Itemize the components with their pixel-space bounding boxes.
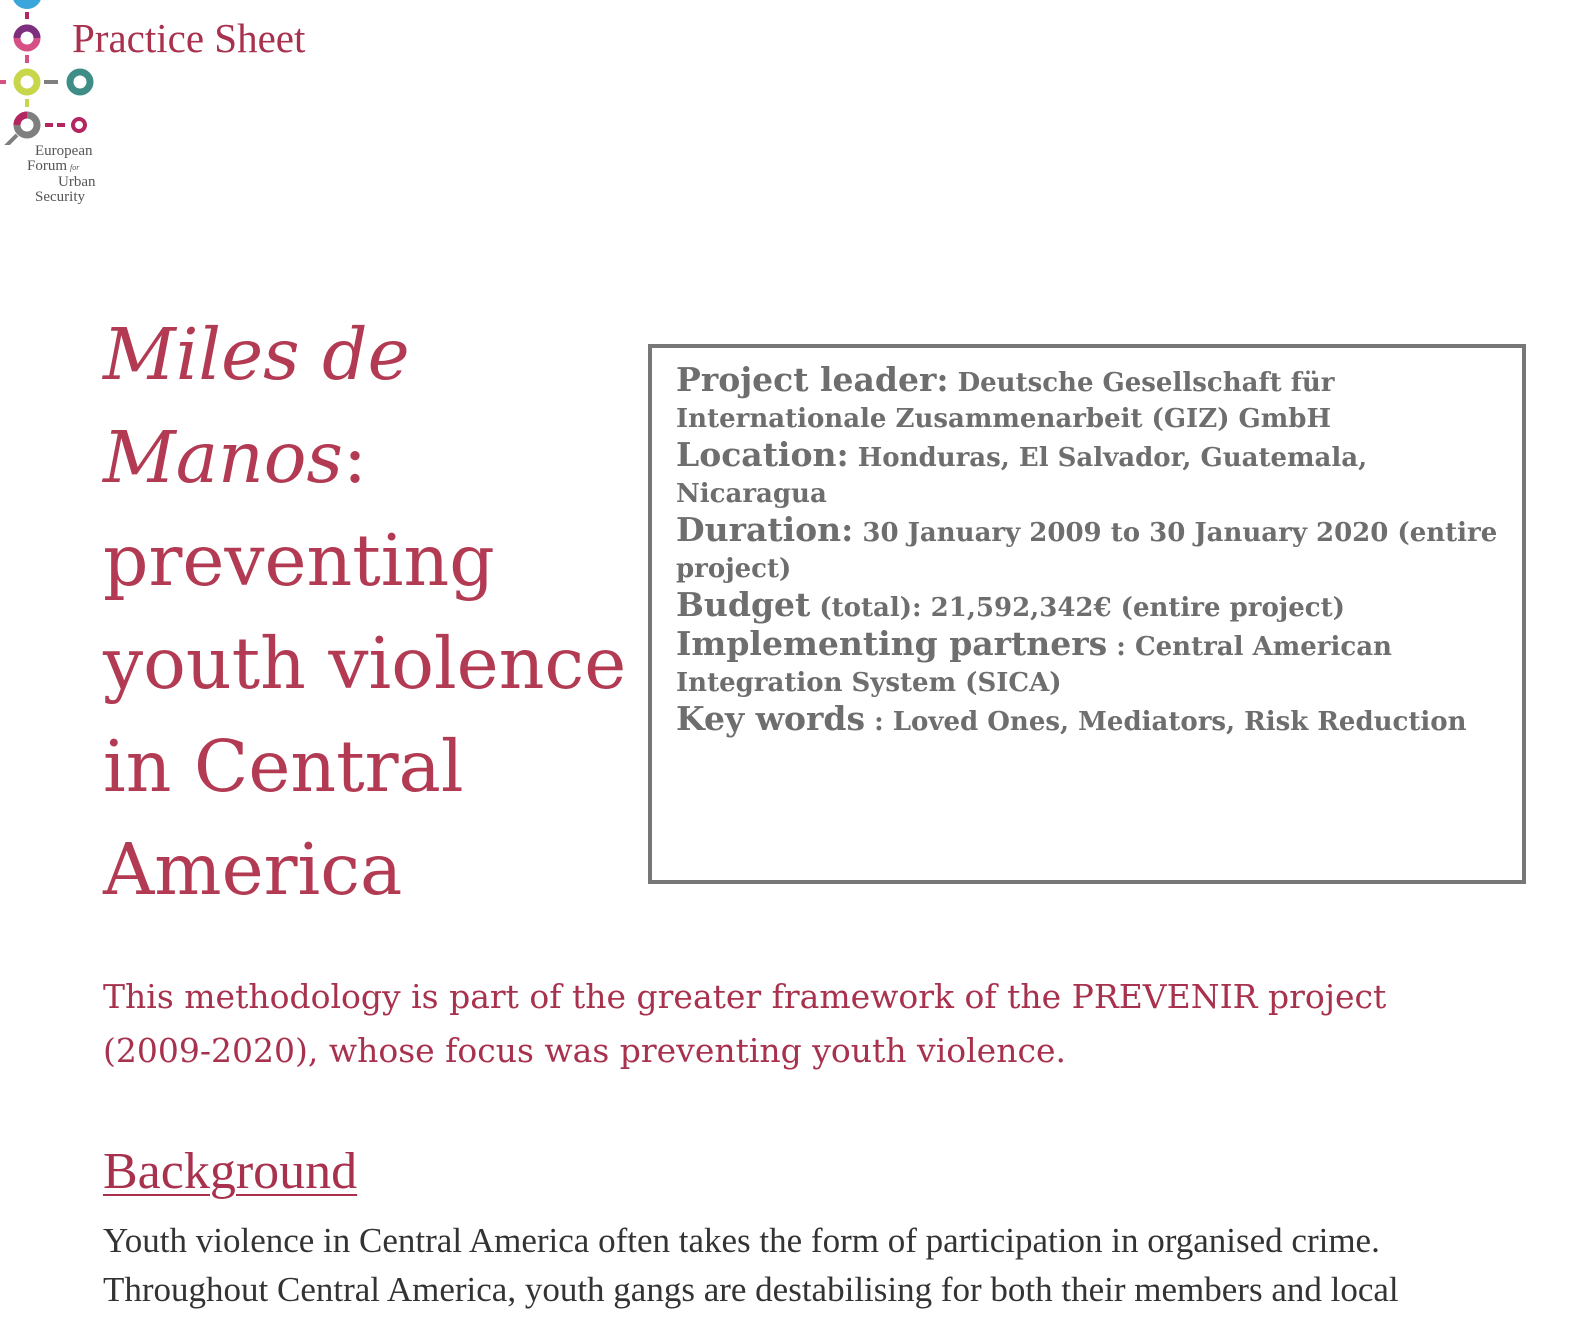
logo-connector — [25, 55, 29, 63]
info-label: Duration: — [676, 510, 854, 549]
logo-word: Forum — [27, 157, 68, 174]
title-colon: : — [342, 416, 367, 499]
info-label: Budget — [676, 585, 811, 624]
title-line: preventing — [103, 519, 495, 602]
logo-word: European — [35, 143, 93, 159]
logo-connector — [44, 80, 58, 84]
project-info-content — [676, 362, 1506, 740]
info-value: Honduras, El Salvador, Guatemala, Nicaragua — [676, 443, 1368, 509]
info-budget — [676, 587, 1506, 626]
info-label: Location: — [676, 435, 849, 474]
info-label: Implementing partners — [676, 624, 1108, 663]
title-line: Miles de — [103, 313, 410, 396]
sheet-label: Practice Sheet — [72, 15, 306, 61]
title-line: youth violence — [103, 622, 627, 705]
logo-word-for: for — [70, 162, 80, 172]
logo-connector — [57, 123, 65, 127]
info-project-leader — [676, 362, 1506, 437]
logo-teal-ring — [70, 72, 90, 92]
logo-connector — [45, 123, 53, 127]
section-heading-background: Background — [103, 1143, 358, 1200]
logo-blue-dot — [12, 0, 42, 9]
info-value: : Loved Ones, Mediators, Risk Reduction — [865, 707, 1467, 737]
info-partners — [676, 626, 1506, 701]
info-label: Project leader: — [676, 360, 949, 399]
background-paragraph: Youth violence in Central America often takes the form of participation in organised crime. Throughout Central America, youth gangs are destabilising for both their members and local — [103, 1221, 1399, 1309]
logo-word-row — [0, 159, 104, 176]
project-info-box — [648, 344, 1526, 884]
logo-connector — [0, 80, 6, 84]
info-value: 30 January 2009 to 30 January 2020 (entire project) — [676, 518, 1498, 584]
info-keywords — [676, 701, 1506, 740]
info-duration — [676, 512, 1506, 587]
info-location — [676, 437, 1506, 512]
logo-connector — [25, 99, 29, 107]
title-line: in Central — [103, 725, 464, 808]
logo-word: Urban — [58, 174, 96, 190]
logo-purple-arc — [17, 28, 37, 38]
logo-word: Security — [35, 188, 85, 205]
logo-small-ring — [73, 119, 85, 131]
title-line: Manos — [103, 416, 343, 499]
intro-paragraph: This methodology is part of the greater framework of the PREVENIR project (2009-2020), whose focus was preventing youth violence. — [103, 977, 1387, 1070]
logo-magenta-arc — [17, 115, 27, 125]
title-line: America — [103, 828, 403, 911]
logo-wordmark — [0, 144, 104, 204]
logo-connector — [25, 12, 29, 19]
page-title — [103, 303, 633, 921]
info-label: Key words — [676, 699, 866, 738]
info-value: (total): 21,592,342€ (entire project) — [810, 593, 1345, 623]
info-value: Deutsche Gesellschaft für Internationale Zusammenarbeit (GIZ) GmbH — [676, 368, 1335, 434]
info-value: : Central American Integration System (SICA) — [676, 632, 1392, 698]
logo-lime-ring — [17, 72, 37, 92]
